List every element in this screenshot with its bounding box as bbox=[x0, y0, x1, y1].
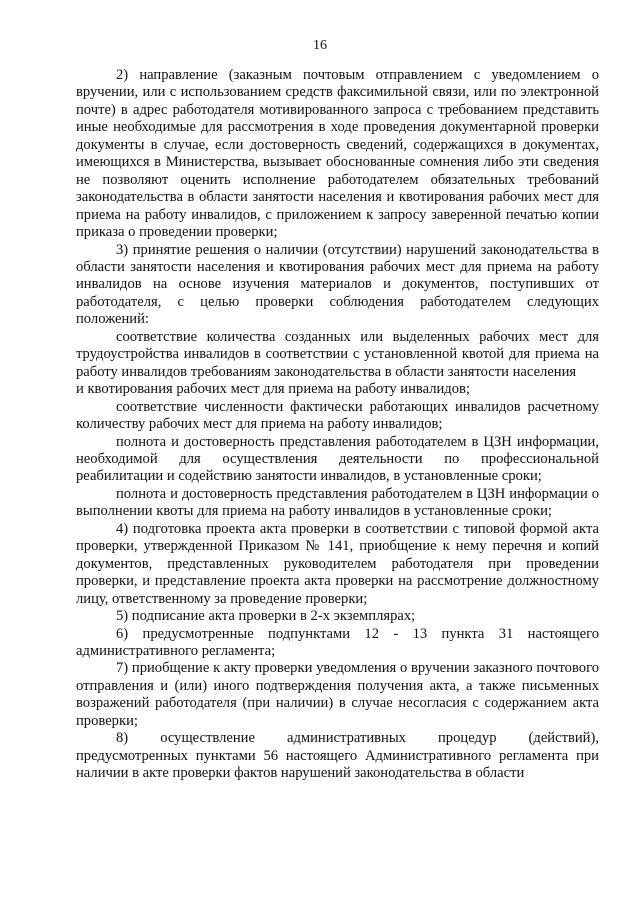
paragraph-item-3: 3) принятие решения о наличии (отсутствии) нарушений законодательства в области занятости населения и квотирования рабочих мест для приема на работу инвалидов на основе изучения материалов и документов, поступивших от работодателя, с целью проверки соблюдения работодателем следующих положений: bbox=[76, 241, 599, 328]
paragraph-quota-information: полнота и достоверность представления работодателем в ЦЗН информации о выполнении квоты для приема на работу инвалидов в установленные сроки; bbox=[76, 485, 599, 520]
paragraph-headcount-compliance: соответствие численности фактически работающих инвалидов расчетному количеству рабочих мест для приема на работу инвалидов; bbox=[76, 398, 599, 433]
paragraph-item-2: 2) направление (заказным почтовым отправлением с уведомлением о вручении, или с использованием средств факсимильной связи, или по электронной почте) в адрес работодателя мотивированного запроса с требованием представить иные необходимые для рассмотрения в ходе проведения документарной проверки документы в случае, если достоверность сведений, содержащихся в документах, имеющихся в Министерства, вызывает обоснованные сомнения либо эти сведения не позволяют оценить исполнение работодателем обязательных требований законодательства в области занятости населения и квотирования рабочих мест для приема на работу инвалидов, с приложением к запросу заверенной печатью копии приказа о проведении проверки; bbox=[76, 67, 599, 241]
paragraph-item-4: 4) подготовка проекта акта проверки в соответствии с типовой формой акта проверки, утвержденной Приказом № 141, приобщение к нему перечня и копий документов, представленных руководителем работодателя при проведении проверки, и представление проекта акта проверки на рассмотрение должностному лицу, ответственному за проведение проверки; bbox=[76, 520, 599, 607]
paragraph-item-8: 8) осуществление административных процедур (действий), предусмотренных пунктами 56 настоящего Административного регламента при наличии в акте проверки фактов нарушений законодательства в области bbox=[76, 730, 599, 782]
paragraph-quota-compliance-continued: и квотирования рабочих мест для приема на работу инвалидов; bbox=[76, 381, 470, 398]
paragraph-item-6: 6) предусмотренные подпунктами 12 - 13 пункта 31 настоящего административного регламента; bbox=[76, 625, 599, 659]
paragraph-quota-compliance: соответствие количества созданных или выделенных рабочих мест для трудоустройства инвалидов в соответствии с установленной квотой для приема на работу инвалидов требованиям законодательства в области занятости населения bbox=[76, 328, 599, 380]
paragraph-item-5: 5) подписание акта проверки в 2-х экземплярах; bbox=[116, 608, 416, 625]
page-number: 16 bbox=[313, 38, 327, 53]
body-text bbox=[76, 67, 599, 783]
paragraph-item-7: 7) приобщение к акту проверки уведомления о вручении заказного почтового отправления и (или) иного подтверждения получения акта, а также письменных возражений работодателя (при наличии) в случае несогласия с содержанием акта проверки; bbox=[76, 660, 599, 729]
paragraph-information-completeness: полнота и достоверность представления работодателем в ЦЗН информации, необходимой для осуществления деятельности по профессиональной реабилитации и содействию занятости инвалидов, в установленные сроки; bbox=[76, 433, 599, 485]
